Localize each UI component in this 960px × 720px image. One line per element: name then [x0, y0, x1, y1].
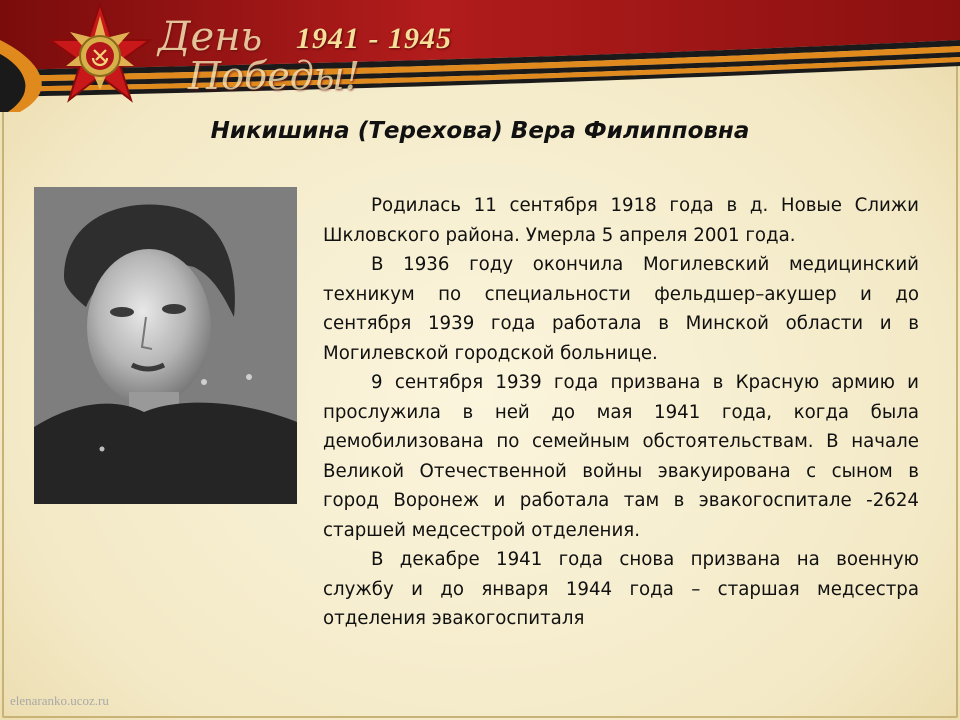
header-years: 1941 - 1945	[296, 22, 452, 55]
page-title: Никишина (Терехова) Вера Филипповна	[210, 118, 750, 144]
bio-paragraph-1: Родилась 11 сентября 1918 года в д. Новые Слижи Шкловского района. Умерла 5 апреля 2001 года.	[323, 195, 919, 246]
site-watermark: elenaranko.ucoz.ru	[10, 693, 109, 708]
biography-text	[323, 191, 919, 634]
bio-paragraph-3: 9 сентября 1939 года призвана в Красную армию и прослужила в ней до мая 1941 года, когда была демобилизована по семейным обстоятельствам. В начале Великой Отечественной войны эвакуирована с сыном в город Воронеж и работала там в эвакогоспитале -2624 старшей медсестрой отделения.	[323, 372, 919, 541]
portrait-photo	[34, 187, 297, 504]
bio-paragraph-2: В 1936 году окончила Могилевский медицинский техникум по специальности фельдшер–акушер и до сентября 1939 года работала в Минской области и в Могилевской городской больнице.	[323, 254, 919, 364]
bio-paragraph-4: В декабре 1941 года снова призвана на военную службу и до января 1944 года – старшая медсестра отделения эвакогоспиталя	[323, 549, 919, 629]
header-banner	[0, 0, 960, 115]
header-script-pobedy: Победы!	[188, 54, 361, 98]
header-script-den: День	[158, 14, 263, 60]
